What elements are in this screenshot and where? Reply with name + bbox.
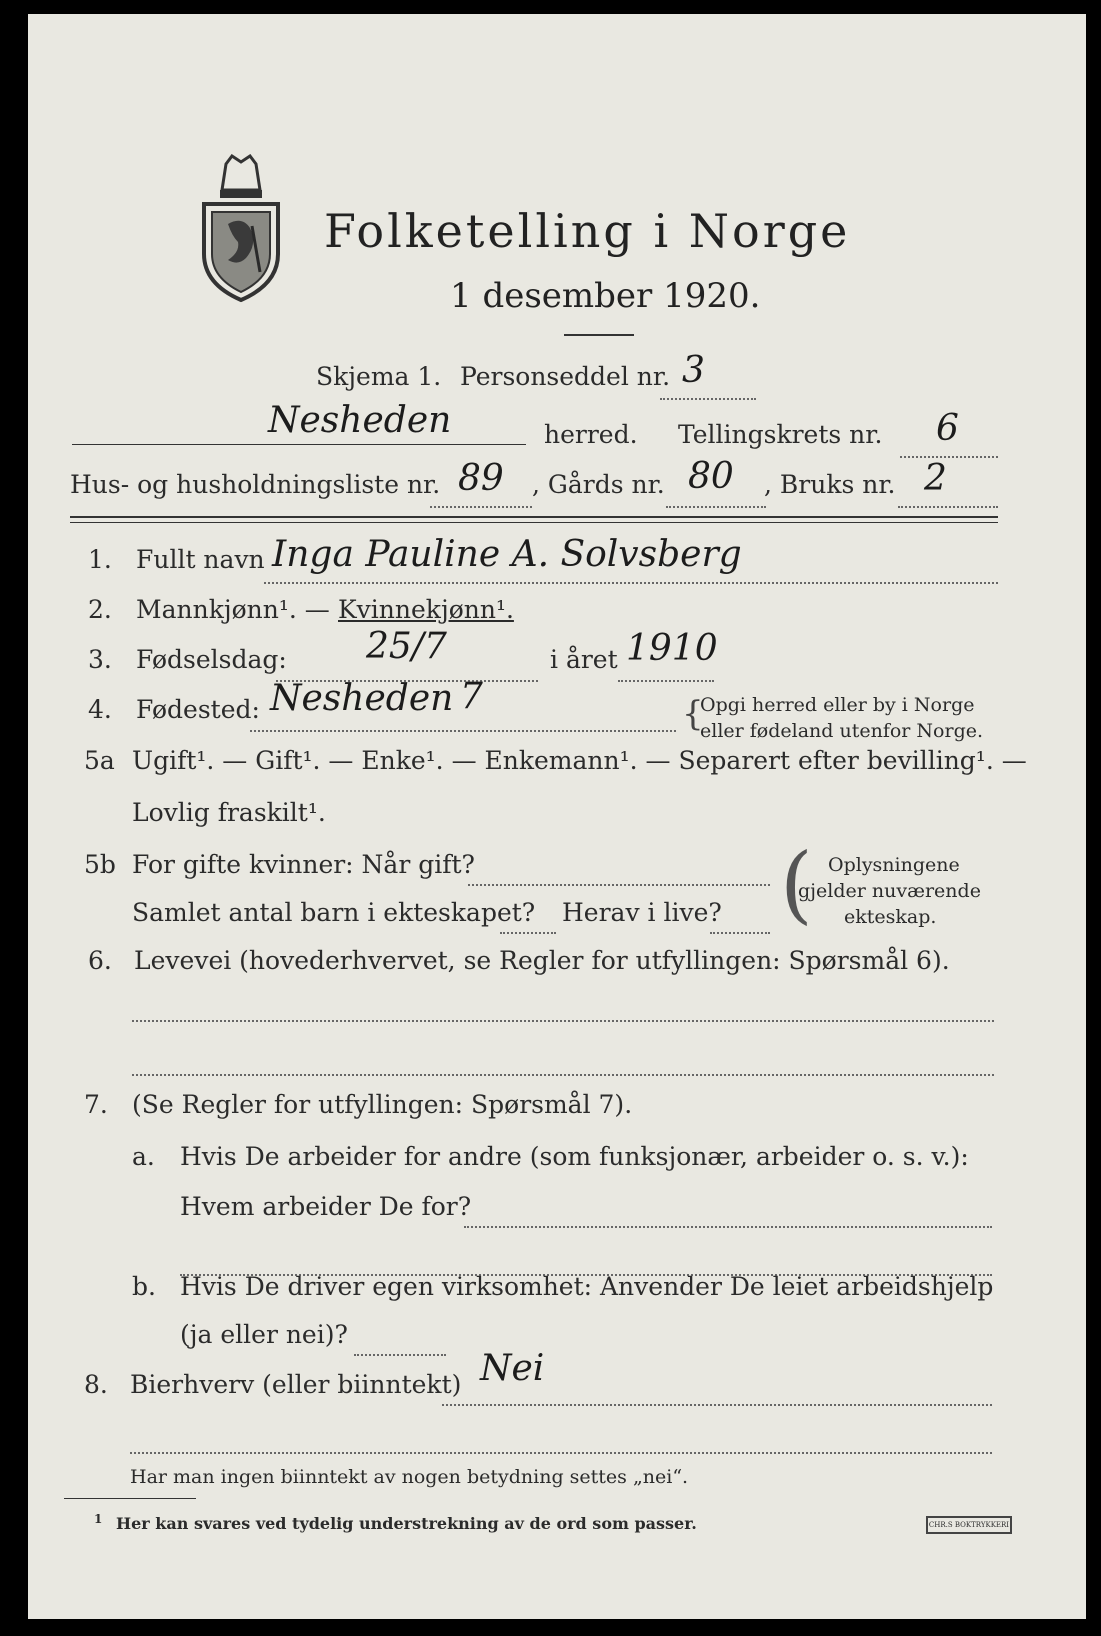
q4-label: Fødested: [136, 695, 260, 724]
personseddel-line [660, 398, 756, 400]
marital-status-options[interactable]: Ugift¹. — Gift¹. — Enke¹. — Enkemann¹. — Separert efter bevilling¹. — [132, 746, 1027, 775]
q2-number: 2. [88, 595, 112, 624]
q7b-yes-no-label: (ja eller nei)? [180, 1320, 348, 1349]
footer-note: Har man ingen biinntekt av nogen betydning settes „nei“. [130, 1466, 689, 1488]
q3-label: Fødselsdag: [136, 645, 287, 674]
herred-label: herred. [544, 420, 638, 449]
birth-day-value[interactable]: 25/7 [366, 626, 447, 667]
q5b-children-total: Samlet antal barn i ekteskapet? [132, 898, 536, 927]
q7a-employer-label: Hvem arbeider De for? [180, 1192, 472, 1221]
herred-line [72, 444, 526, 445]
title-divider [564, 334, 634, 336]
personseddel-label: Personseddel nr. [460, 362, 671, 391]
header-divider-1 [70, 516, 998, 518]
q3-year-label: i året [550, 645, 618, 674]
q3-number: 3. [88, 645, 112, 674]
q1-line [264, 582, 998, 584]
q7b-question: Hvis De driver egen virksomhet: Anvender De leiet arbeidshjelp [180, 1272, 994, 1301]
coat-of-arms-icon [198, 154, 284, 304]
q7a-letter: a. [132, 1142, 155, 1171]
tellingskrets-label: Tellingskrets nr. [678, 420, 883, 449]
birthplace-extra[interactable]: 7 [460, 676, 483, 717]
q5b-married-line [468, 884, 770, 886]
q6-label: Levevei (hovederhvervet, se Regler for utfyllingen: Spørsmål 6). [134, 946, 950, 975]
printer-stamp: CHR.S BOKTRYKKERI [926, 1516, 1012, 1534]
gards-value[interactable]: 80 [688, 456, 734, 497]
form-title: Folketelling i Norge [324, 204, 851, 258]
side-income-value[interactable]: Nei [480, 1348, 545, 1389]
q1-label: Fullt navn [136, 545, 265, 574]
q4-number: 4. [88, 695, 112, 724]
q5b-number: 5b [84, 850, 116, 879]
q4-line [250, 730, 676, 732]
full-name-value[interactable]: Inga Pauline A. Solvsberg [272, 534, 742, 575]
q5b-note-line-1: Oplysningene [828, 854, 960, 876]
q5b-alive-line [710, 932, 770, 934]
q5b-married-when: For gifte kvinner: Når gift? [132, 850, 475, 879]
herred-value[interactable]: Nesheden [268, 400, 452, 441]
q5b-brace: ( [780, 835, 813, 933]
header-divider-2 [70, 522, 998, 523]
q7-label: (Se Regler for utfyllingen: Spørsmål 7). [132, 1090, 633, 1119]
skjema-label: Skjema 1. [316, 362, 442, 391]
q5b-note-line-2: gjelder nuværende [798, 880, 981, 902]
gards-label: , Gårds nr. [532, 470, 665, 499]
husliste-line [430, 506, 532, 508]
tellingskrets-value[interactable]: 6 [936, 408, 959, 449]
q4-note-line-1: Opgi herred eller by i Norge [700, 694, 975, 716]
marital-status-divorced[interactable]: Lovlig fraskilt¹. [132, 798, 326, 827]
husliste-value[interactable]: 89 [458, 458, 504, 499]
footnote-text: Her kan svares ved tydelig understrekning av de ord som passer. [116, 1514, 697, 1533]
gender-male-option[interactable]: Mannkjønn¹. — [136, 595, 330, 624]
census-form-page [28, 14, 1086, 1619]
q4-note-line-2: eller fødeland utenfor Norge. [700, 720, 984, 742]
bruks-value[interactable]: 2 [924, 458, 947, 499]
q1-number: 1. [88, 545, 112, 574]
q8-label: Bierhverv (eller biinntekt) [130, 1370, 462, 1399]
gender-female-option[interactable]: Kvinnekjønn¹. [338, 595, 514, 624]
birth-year-value[interactable]: 1910 [626, 628, 718, 669]
bruks-line [898, 506, 998, 508]
q6-line-1 [132, 1020, 994, 1022]
q7-number: 7. [84, 1090, 108, 1119]
q5b-children-alive: Herav i live? [562, 898, 722, 927]
gards-line [666, 506, 766, 508]
birthplace-value[interactable]: Nesheden [270, 678, 454, 719]
q8-number: 8. [84, 1370, 108, 1399]
q5b-children-line [500, 932, 556, 934]
q6-number: 6. [88, 946, 112, 975]
q7b-answer-line [354, 1354, 446, 1356]
q7a-employer-line [464, 1226, 992, 1228]
q7a-question: Hvis De arbeider for andre (som funksjonær, arbeider o. s. v.): [180, 1142, 969, 1171]
q5b-note-line-3: ekteskap. [844, 906, 937, 928]
q5a-number: 5a [84, 746, 115, 775]
q8-extra-line [130, 1452, 992, 1454]
husliste-label: Hus- og husholdningsliste nr. [70, 470, 441, 499]
q8-line [442, 1404, 992, 1406]
q7b-letter: b. [132, 1272, 156, 1301]
q3-year-line [618, 680, 714, 682]
q4-brace: { [682, 694, 704, 734]
tellingskrets-line [900, 456, 998, 458]
footnote-divider [64, 1498, 196, 1499]
q6-line-2 [132, 1074, 994, 1076]
bruks-label: , Bruks nr. [764, 470, 896, 499]
personseddel-value[interactable]: 3 [682, 350, 705, 391]
footnote-mark: 1 [94, 1512, 103, 1526]
census-date: 1 desember 1920. [450, 276, 761, 316]
